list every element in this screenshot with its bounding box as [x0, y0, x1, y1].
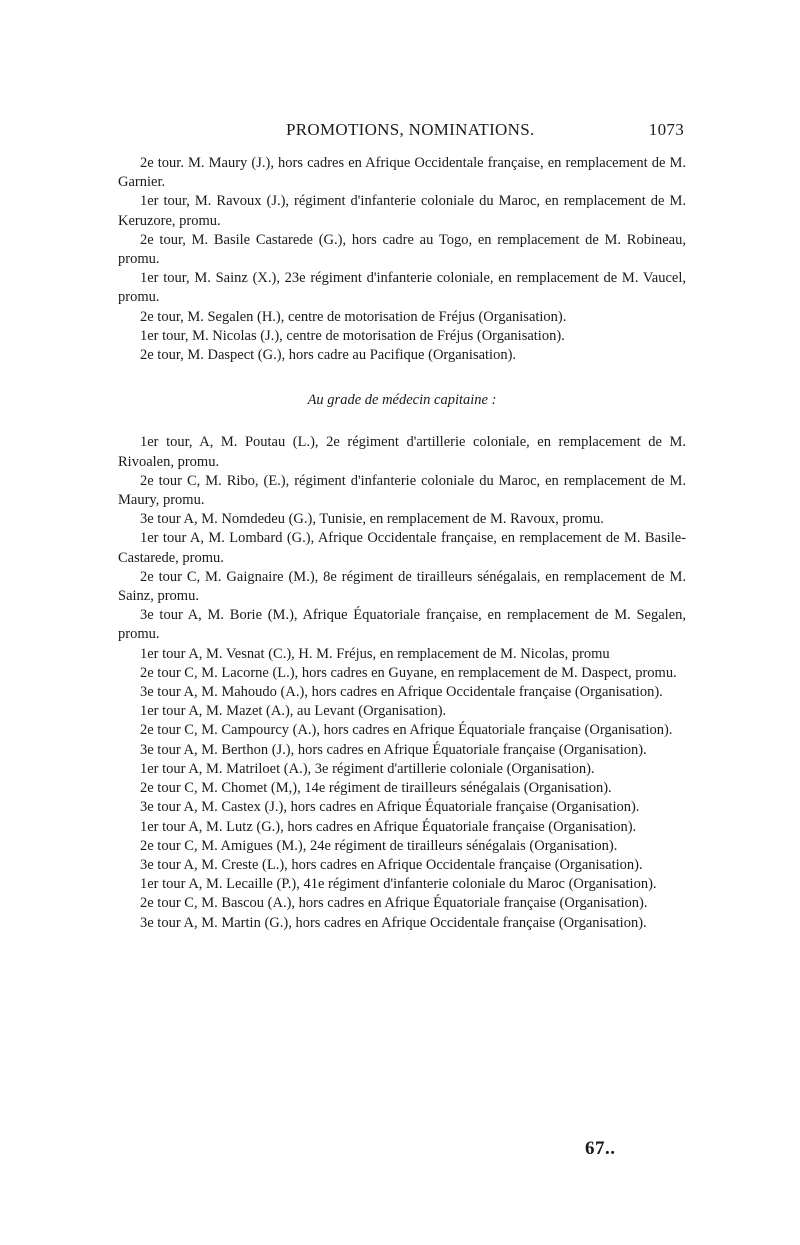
entry-paragraph: 3e tour A, M. Borie (M.), Afrique Équatoriale française, en remplacement de M. Segalen, promu.	[118, 607, 686, 643]
entry-paragraph: 2e tour C, M. Amigues (M.), 24e régiment de tirailleurs sénégalais (Organisation).	[140, 837, 618, 854]
signature-mark: 67..	[585, 1138, 616, 1159]
entry-paragraph: 2e tour, M. Segalen (H.), centre de motorisation de Fréjus (Organisation).	[140, 308, 567, 325]
entry-paragraph: 3e tour A, M. Castex (J.), hors cadres en Afrique Équatoriale française (Organisation).	[140, 799, 640, 816]
page-body	[118, 154, 686, 933]
entry-paragraph: 1er tour A, M. Lecaille (P.), 41e régiment d'infanterie coloniale du Maroc (Organisation).	[140, 876, 657, 893]
entry-paragraph: 1er tour, A, M. Poutau (L.), 2e régiment d'artillerie coloniale, en remplacement de M. Rivoalen, promu.	[118, 434, 686, 470]
entry-paragraph: 1er tour, M. Ravoux (J.), régiment d'infanterie coloniale du Maroc, en remplacement de M. Keruzore, promu.	[118, 193, 686, 229]
entry-paragraph: 3e tour A, M. Mahoudo (A.), hors cadres en Afrique Occidentale française (Organisation).	[140, 684, 663, 701]
entry-paragraph: 2e tour C, M. Lacorne (L.), hors cadres en Guyane, en remplacement de M. Daspect, promu.	[140, 664, 677, 681]
entry-paragraph: 1er tour, M. Nicolas (J.), centre de motorisation de Fréjus (Organisation).	[140, 327, 565, 344]
entry-paragraph: 1er tour A, M. Lutz (G.), hors cadres en Afrique Équatoriale française (Organisation).	[140, 818, 637, 835]
entry-paragraph: 3e tour A, M. Nomdedeu (G.), Tunisie, en remplacement de M. Ravoux, promu.	[140, 511, 604, 528]
entry-paragraph: 1er tour, M. Sainz (X.), 23e régiment d'infanterie coloniale, en remplacement de M. Vaucel, promu.	[118, 270, 686, 306]
page-number: 1073	[648, 120, 684, 139]
entry-paragraph: 2e tour C, M. Gaignaire (M.), 8e régiment de tirailleurs sénégalais, en remplacement de M. Sainz, promu.	[118, 568, 686, 605]
entry-paragraph: 2e tour C, M. Bascou (A.), hors cadres en Afrique Équatoriale française (Organisation).	[140, 895, 648, 912]
entry-paragraph: 1er tour A, M. Matriloet (A.), 3e régiment d'artillerie coloniale (Organisation).	[140, 760, 595, 777]
entry-paragraph: 3e tour A, M. Berthon (J.), hors cadres en Afrique Équatoriale française (Organisation).	[140, 741, 647, 758]
entry-paragraph: 1er tour A, M. Mazet (A.), au Levant (Organisation).	[140, 703, 447, 720]
entry-paragraph: 2e tour C, M. Ribo, (E.), régiment d'infanterie coloniale du Maroc, en remplacement de M. Maury, promu.	[118, 472, 686, 509]
header-title: PROMOTIONS, NOMINATIONS.	[286, 120, 535, 139]
entry-paragraph: 2e tour C, M. Chomet (M,), 14e régiment de tirailleurs sénégalais (Organisation).	[140, 780, 612, 797]
entry-paragraph: 2e tour C, M. Campourcy (A.), hors cadres en Afrique Équatoriale française (Organisation).	[140, 722, 673, 739]
entry-paragraph: 2e tour. M. Maury (J.), hors cadres en Afrique Occidentale française, en remplacement de M. Garnier.	[118, 155, 686, 191]
entry-paragraph: 3e tour A, M. Creste (L.), hors cadres en Afrique Occidentale française (Organisation).	[140, 856, 643, 873]
entry-paragraph: 2e tour, M. Basile Castarede (G.), hors cadre au Togo, en remplacement de M. Robineau, promu.	[118, 231, 686, 268]
entry-paragraph: 2e tour, M. Daspect (G.), hors cadre au Pacifique (Organisation).	[140, 347, 517, 364]
entry-paragraph: 3e tour A, M. Martin (G.), hors cadres en Afrique Occidentale française (Organisation).	[140, 914, 647, 931]
running-header	[118, 118, 684, 144]
section-heading: Au grade de médecin capitaine :	[307, 392, 497, 409]
entry-paragraph: 1er tour A, M. Lombard (G.), Afrique Occidentale française, en remplacement de M. Basile-Castarede, promu.	[118, 530, 686, 566]
entry-paragraph: 1er tour A, M. Vesnat (C.), H. M. Fréjus, en remplacement de M. Nicolas, promu	[140, 645, 610, 662]
